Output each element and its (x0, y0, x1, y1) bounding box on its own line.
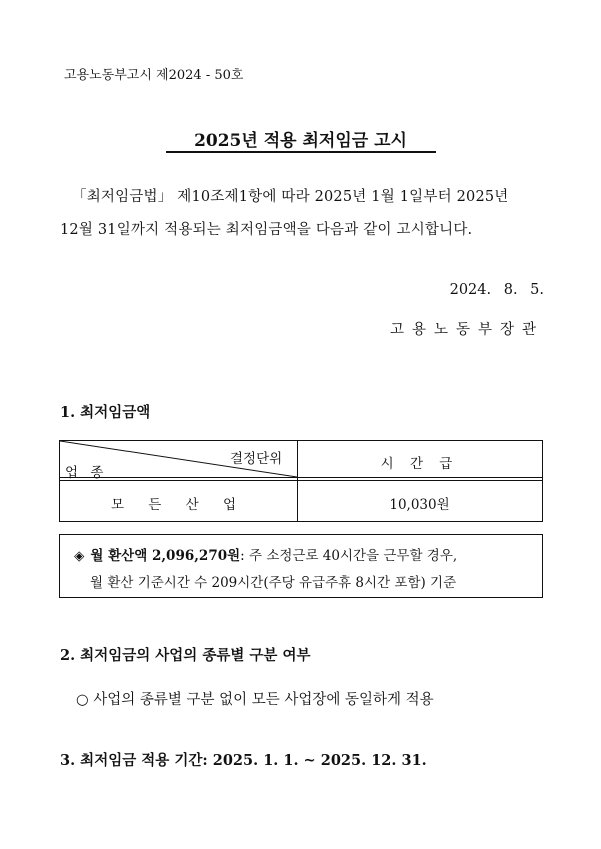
section-2-heading: 2. 최저임금의 사업의 종류별 구분 여부 (60, 647, 311, 664)
minimum-wage-table (59, 440, 543, 522)
note-bold-amount: 월 환산액 2,096,270원 (90, 548, 241, 564)
notice-number: 고용노동부고시 제2024 - 50호 (64, 68, 244, 83)
note-line-1-rest: : 주 소정근로 40시간을 근무할 경우, (240, 548, 458, 564)
header-hourly-label: 시 간 급 (380, 456, 459, 472)
body-line-1: 「최저임금법」 제10조제1항에 따라 2025년 1월 1일부터 2025년 (72, 189, 509, 205)
section-1-heading: 1. 최저임금액 (60, 404, 151, 421)
row-wage-cell: 10,030원 (389, 497, 450, 513)
title-underline (166, 151, 436, 153)
table-header-divider (60, 477, 542, 478)
table-header-divider-double (60, 480, 542, 481)
header-industry-label: 업 종 (65, 465, 108, 481)
header-unit-label: 결정단위 (230, 451, 283, 467)
note-line-2: 월 환산 기준시간 수 209시간(주당 유급주휴 8시간 포함) 기준 (90, 575, 457, 591)
diamond-bullet-icon: ◈ (74, 548, 85, 564)
row-industry-cell: 모 든 산 업 (110, 497, 247, 513)
note-line-1 (74, 544, 457, 564)
notice-date: 2024. 8. 5. (449, 282, 544, 298)
issuing-authority: 고용노동부장관 (389, 322, 544, 338)
document-title: 2025년 적용 최저임금 고시 (194, 131, 407, 151)
section-3-heading: 3. 최저임금 적용 기간: 2025. 1. 1. ~ 2025. 12. 31. (60, 752, 427, 769)
section-2-item: ○ 사업의 종류별 구분 없이 모든 사업장에 동일하게 적용 (76, 692, 434, 708)
body-line-2: 12월 31일까지 적용되는 최저임금액을 다음과 같이 고시합니다. (60, 222, 473, 238)
monthly-conversion-note (59, 534, 543, 598)
